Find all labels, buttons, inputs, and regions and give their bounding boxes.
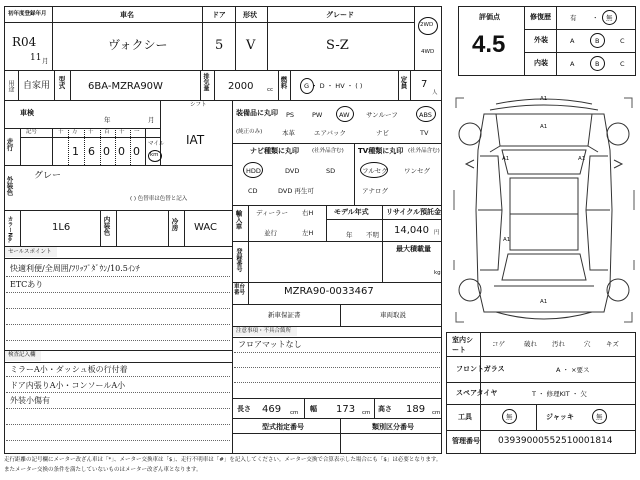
digit-h6: 一 <box>134 129 140 135</box>
first-reg-label: 初年度登録年月 <box>8 11 47 17</box>
chassis-label: 車台番号 <box>234 284 246 296</box>
height-cm: cm <box>432 410 441 416</box>
month-unit: 月 <box>42 57 49 65</box>
inspector-line-3: 外装小傷有 <box>10 396 50 405</box>
grade-value: S-Z <box>326 38 349 53</box>
class-num-label: 類別区分番号 <box>372 423 414 431</box>
car-name-label: 車名 <box>120 11 134 19</box>
ext-grade-a: A <box>570 37 575 45</box>
mileage-digit-1: 1 <box>72 145 79 158</box>
doors-value: 5 <box>215 38 224 53</box>
exterior-color-value: グレー <box>34 171 62 181</box>
tv-analog: アナログ <box>362 187 388 195</box>
seat-item-3: 汚れ <box>552 340 565 348</box>
model-value: 6BA-MZRA90W <box>88 81 163 92</box>
height-label: 高さ <box>378 405 392 413</box>
selling-point-1: 快適利便/全周囲/ﾌﾘｯﾌﾟﾀﾞｳﾝ/10.5ｲﾝﾁ <box>10 264 140 273</box>
tools-value: 無 <box>506 413 513 421</box>
equip-pw: PW <box>312 111 323 119</box>
diagram-label-front: A1 <box>540 96 548 102</box>
ext-grade-b: B <box>595 37 600 45</box>
seat-label: 室内シート <box>452 336 473 354</box>
shape-label: 形状 <box>243 11 257 19</box>
mile-label: マイル <box>148 141 165 147</box>
repair-dot: ・ <box>592 14 599 22</box>
equip-leather: 本革 <box>282 129 295 137</box>
diagram-label-left: A1 <box>502 156 510 162</box>
mileage-digit-2: 6 <box>88 145 95 158</box>
import-label: 輸入車 <box>234 210 243 230</box>
selling-point-2: ETCあり <box>10 280 44 289</box>
first-reg-year: R04 <box>12 35 37 49</box>
fuel-options: G ・ D ・ HV ・ ( ) <box>304 82 363 90</box>
diagram-label-right: A1 <box>578 156 586 162</box>
recycle-yen: 円 <box>434 230 440 236</box>
inspection-month-unit: 月 <box>148 116 155 124</box>
diagram-label-hood: A1 <box>540 124 548 130</box>
length-cm: cm <box>290 410 299 416</box>
recycle-amount: 14,040 <box>394 225 429 236</box>
nav-cd: CD <box>248 187 258 195</box>
jack-label: ジャッキ <box>546 413 574 421</box>
equip-airbag: エアバック <box>314 129 346 137</box>
interior-color-label: 内装色 <box>102 216 111 236</box>
int-grade-c: C <box>620 60 625 68</box>
inspector-label: 検査記入欄 <box>8 352 36 358</box>
doors-label: ドア <box>212 11 226 19</box>
cooling-value: WAC <box>194 222 217 233</box>
drive-2wd: 2WD <box>420 22 434 28</box>
mileage-digit-5: 0 <box>133 145 140 158</box>
height-value: 189 <box>406 404 426 415</box>
model-year-year: 年 <box>346 231 353 239</box>
tv-fullseg: フルセグ <box>362 167 388 175</box>
import-left-h: 左H <box>302 229 314 237</box>
tv-oneseg: ワンセグ <box>404 167 430 175</box>
capacity-label: 定員 <box>399 76 408 89</box>
registration-label: 登録番号 <box>235 248 242 272</box>
shift-value: IAT <box>186 133 205 147</box>
grade-label: グレード <box>326 11 354 19</box>
drive-4wd: 4WD <box>421 49 435 55</box>
color-change-note: ( ) 色替車は色替と記入 <box>130 196 188 202</box>
km-label: km <box>150 152 159 158</box>
exterior-grade-label: 外装 <box>534 36 548 44</box>
cooling-label: 冷房 <box>170 218 179 231</box>
repair-label: 修復歴 <box>530 13 551 21</box>
max-load-label: 最大積載量 <box>396 245 431 253</box>
inspection-label: 車検 <box>20 109 34 117</box>
glass-label: フロントガラス <box>456 365 505 373</box>
int-grade-b: B <box>595 60 600 68</box>
persons-unit: 人 <box>432 90 438 96</box>
width-value: 173 <box>336 404 356 415</box>
ext-grade-c: C <box>620 37 625 45</box>
warranty-label: 新車保証書 <box>268 311 301 319</box>
nav-dvd-play: DVD 再生可 <box>278 187 314 195</box>
exterior-color-label: 外装色 <box>5 176 14 196</box>
displacement-value: 2000 <box>228 81 254 92</box>
mileage-digit-3: 0 <box>103 145 110 158</box>
selling-points-label: セールスポイント <box>8 249 52 255</box>
equip-aw: AW <box>339 111 350 119</box>
nav-hdd: HDD <box>246 167 261 175</box>
length-label: 長さ <box>237 405 251 413</box>
usage-label: 用途 <box>7 80 14 92</box>
equip-ps: PS <box>286 111 295 119</box>
diagram-label-rear: A1 <box>540 299 548 305</box>
digit-h3: 千 <box>88 129 94 135</box>
mgmt-label: 管理番号 <box>452 437 480 445</box>
color-no-label: カラーNo. <box>6 216 13 243</box>
manual-label: 車両取説 <box>380 311 406 319</box>
seat-item-5: キズ <box>606 340 619 348</box>
tools-label: 工具 <box>458 413 472 421</box>
type-num-label: 型式指定番号 <box>262 423 304 431</box>
shape-value: V <box>246 38 256 53</box>
tv-title: TV種類に丸印 <box>358 147 404 155</box>
equip-tv: TV <box>420 129 429 137</box>
inspection-year-unit: 年 <box>104 116 111 124</box>
diagram-label-rear-left: A1 <box>503 237 511 243</box>
import-parallel: 並行 <box>264 229 277 237</box>
repair-yes: 有 <box>570 14 577 22</box>
mileage-label: 走行 <box>5 138 14 151</box>
footer-line-2: またメーター交換の条件を満たしていないものはメーター改ざん車となります。 <box>4 467 202 473</box>
score-label: 評価点 <box>479 13 500 21</box>
score-value: 4.5 <box>472 31 506 58</box>
equip-abs: ABS <box>419 111 432 119</box>
max-load-kg: kg <box>434 270 441 276</box>
cc-unit: cc <box>267 87 274 93</box>
equipment-subtitle: (純正のみ) <box>236 129 263 135</box>
mileage-digit-4: 0 <box>118 145 125 158</box>
width-label: 幅 <box>310 405 317 413</box>
footer-line-1: 走行距離の記号欄にメーター改ざん車は「*」、メーター交換車は「$」、走行不明車は「#」を記入してください。メーター交換で合算表示した場合にも「$」は必要となります。 <box>4 457 442 463</box>
seat-item-1: コゲ <box>492 340 505 348</box>
seat-item-4: 穴 <box>584 340 591 348</box>
model-year-label: モデル年式 <box>334 208 369 216</box>
nav-note: (社外品含む) <box>312 148 344 154</box>
import-dealer: ディーラー <box>256 209 288 217</box>
notes-line-1: フロアマットなし <box>238 340 302 349</box>
digit-h2: 万 <box>72 129 78 135</box>
mgmt-number: 03939000552510001814 <box>498 436 613 446</box>
model-year-unknown: 不明 <box>366 231 379 239</box>
digit-h4: 百 <box>104 129 110 135</box>
equipment-title: 装備品に丸印 <box>236 109 278 117</box>
nav-title: ナビ種類に丸印 <box>250 147 299 155</box>
spare-label: スペアタイヤ <box>456 389 498 397</box>
glass-items: A ・ ×要ス <box>556 366 590 374</box>
int-grade-a: A <box>570 60 575 68</box>
fuel-label: 燃料 <box>279 76 288 89</box>
equip-navi: ナビ <box>376 129 389 137</box>
car-name-value: ヴォクシー <box>108 38 168 52</box>
usage-value: 自家用 <box>23 81 51 91</box>
nav-sd: SD <box>326 167 336 175</box>
model-label: 型式 <box>57 76 66 89</box>
inspector-line-2: ドア内張りA小・コンソールA小 <box>10 381 126 390</box>
jack-value: 無 <box>596 413 603 421</box>
shift-label: シフト <box>190 102 207 108</box>
digit-h5: 十 <box>119 129 125 135</box>
length-value: 469 <box>262 404 282 415</box>
tv-note: (社外品含む) <box>408 148 440 154</box>
first-reg-month: 11 <box>30 53 42 63</box>
import-right-h: 右H <box>302 209 314 217</box>
nav-dvd: DVD <box>285 167 300 175</box>
chassis-value: MZRA90-0033467 <box>284 286 374 297</box>
interior-grade-label: 内装 <box>534 59 548 67</box>
digit-h0: 記号 <box>26 129 38 135</box>
digit-h1: 十 <box>58 129 64 135</box>
notes-label: 注意事項・不具合箇所 <box>236 328 292 334</box>
spare-items: T ・ 修理KIT ・ 欠 <box>532 390 587 398</box>
equip-sunroof: サンルーフ <box>366 111 398 119</box>
width-cm: cm <box>362 410 371 416</box>
repair-no: 無 <box>606 14 613 22</box>
recycle-label: リサイクル預託金 <box>386 208 442 216</box>
capacity-value: 7 <box>421 79 428 90</box>
inspector-line-1: ミラーA小・ダッシュ板の行付着 <box>10 365 128 374</box>
color-no-value: 1L6 <box>52 222 71 233</box>
displacement-label: 排気量 <box>202 73 209 91</box>
seat-item-2: 破れ <box>524 340 537 348</box>
